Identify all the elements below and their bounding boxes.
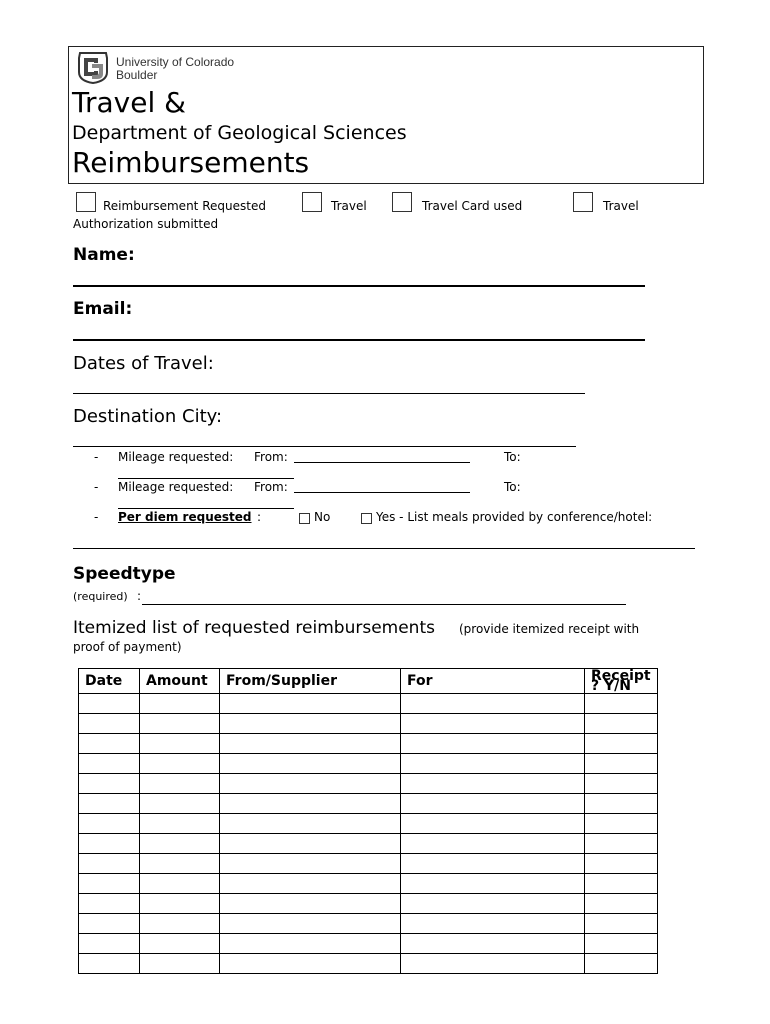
table-cell[interactable] bbox=[79, 854, 140, 874]
itemized-note-line2: proof of payment) bbox=[73, 640, 182, 654]
speedtype-required-label: (required) bbox=[73, 590, 128, 603]
mileage-label: Mileage requested: bbox=[118, 480, 234, 494]
table-cell[interactable] bbox=[79, 774, 140, 794]
speedtype-colon: : bbox=[137, 589, 142, 603]
mileage-to-label: To: bbox=[504, 480, 521, 494]
per-diem-colon: : bbox=[257, 510, 262, 524]
travel-authorization-label: Travel bbox=[603, 199, 639, 213]
travel-card-used-label: Travel Card used bbox=[422, 199, 523, 213]
column-header-receipt: Receipt ? Y/N bbox=[585, 669, 658, 694]
mileage-from-input[interactable] bbox=[294, 492, 470, 493]
table-cell[interactable] bbox=[401, 874, 585, 894]
mileage-label: Mileage requested: bbox=[118, 450, 234, 464]
table-cell[interactable] bbox=[79, 694, 140, 714]
university-line2: Boulder bbox=[116, 68, 158, 82]
table-row bbox=[79, 954, 658, 974]
table-cell[interactable] bbox=[401, 794, 585, 814]
table-cell[interactable] bbox=[140, 874, 220, 894]
table-cell[interactable] bbox=[140, 894, 220, 914]
table-cell[interactable] bbox=[140, 914, 220, 934]
table-cell[interactable] bbox=[220, 894, 401, 914]
email-label: Email: bbox=[73, 299, 133, 319]
table-cell[interactable] bbox=[585, 794, 658, 814]
table-cell[interactable] bbox=[585, 754, 658, 774]
table-cell[interactable] bbox=[585, 954, 658, 974]
table-cell[interactable] bbox=[220, 734, 401, 754]
table-cell[interactable] bbox=[220, 854, 401, 874]
table-row bbox=[79, 894, 658, 914]
table-cell[interactable] bbox=[401, 774, 585, 794]
table-cell[interactable] bbox=[220, 814, 401, 834]
table-cell[interactable] bbox=[140, 774, 220, 794]
destination-city-input[interactable] bbox=[73, 446, 576, 447]
table-cell[interactable] bbox=[401, 914, 585, 934]
table-cell[interactable] bbox=[401, 694, 585, 714]
table-cell[interactable] bbox=[79, 794, 140, 814]
speedtype-label: Speedtype bbox=[73, 564, 176, 584]
table-cell[interactable] bbox=[140, 834, 220, 854]
table-cell[interactable] bbox=[79, 734, 140, 754]
table-cell[interactable] bbox=[140, 694, 220, 714]
table-body bbox=[79, 694, 658, 974]
table-cell[interactable] bbox=[220, 694, 401, 714]
per-diem-yes-checkbox[interactable] bbox=[361, 513, 372, 524]
mileage-to-label: To: bbox=[504, 450, 521, 464]
mileage-dash: - bbox=[94, 480, 99, 494]
column-header-for: For bbox=[401, 669, 585, 694]
table-row bbox=[79, 714, 658, 734]
table-cell[interactable] bbox=[585, 814, 658, 834]
table-cell[interactable] bbox=[401, 754, 585, 774]
table-cell[interactable] bbox=[140, 934, 220, 954]
travel-authorization-checkbox[interactable] bbox=[573, 192, 593, 212]
table-cell[interactable] bbox=[401, 814, 585, 834]
table-cell[interactable] bbox=[220, 774, 401, 794]
reimbursement-table bbox=[78, 668, 658, 974]
mileage-from-label: From: bbox=[254, 480, 288, 494]
table-cell[interactable] bbox=[79, 914, 140, 934]
table-cell[interactable] bbox=[401, 714, 585, 734]
table-cell[interactable] bbox=[585, 894, 658, 914]
table-cell[interactable] bbox=[585, 834, 658, 854]
table-cell[interactable] bbox=[79, 754, 140, 774]
table-row bbox=[79, 934, 658, 954]
title-reimbursements: Reimbursements bbox=[72, 146, 310, 179]
table-cell[interactable] bbox=[140, 734, 220, 754]
table-cell[interactable] bbox=[401, 934, 585, 954]
table-cell[interactable] bbox=[220, 834, 401, 854]
table-row bbox=[79, 694, 658, 714]
table-cell[interactable] bbox=[140, 854, 220, 874]
table-cell[interactable] bbox=[401, 834, 585, 854]
title-travel: Travel & bbox=[72, 86, 186, 119]
table-row bbox=[79, 774, 658, 794]
table-cell[interactable] bbox=[79, 894, 140, 914]
column-header-date: Date bbox=[79, 669, 140, 694]
itemized-note-line1: (provide itemized receipt with bbox=[459, 622, 640, 636]
cu-logo-icon bbox=[76, 50, 110, 84]
table-cell[interactable] bbox=[220, 934, 401, 954]
university-line1: University of Colorado bbox=[116, 55, 235, 69]
table-cell[interactable] bbox=[585, 934, 658, 954]
dates-of-travel-input[interactable] bbox=[73, 393, 585, 394]
dates-of-travel-label: Dates of Travel: bbox=[73, 353, 214, 374]
table-cell[interactable] bbox=[220, 954, 401, 974]
travel-label: Travel bbox=[331, 199, 367, 213]
table-cell[interactable] bbox=[585, 914, 658, 934]
speedtype-input[interactable] bbox=[142, 604, 626, 605]
table-cell[interactable] bbox=[220, 714, 401, 734]
reimbursement-requested-label: Reimbursement Requested bbox=[103, 199, 266, 213]
table-cell[interactable] bbox=[220, 794, 401, 814]
table-row bbox=[79, 734, 658, 754]
table-cell[interactable] bbox=[79, 814, 140, 834]
per-diem-dash: - bbox=[94, 510, 99, 524]
table-cell[interactable] bbox=[79, 874, 140, 894]
table-cell[interactable] bbox=[220, 914, 401, 934]
mileage-underline bbox=[118, 508, 294, 509]
travel-card-used-checkbox[interactable] bbox=[392, 192, 412, 212]
table-cell[interactable] bbox=[585, 714, 658, 734]
table-row bbox=[79, 794, 658, 814]
per-diem-no-checkbox[interactable] bbox=[299, 513, 310, 524]
reimbursement-requested-checkbox[interactable] bbox=[76, 192, 96, 212]
destination-city-label: Destination City: bbox=[73, 406, 223, 427]
table-row bbox=[79, 814, 658, 834]
table-cell[interactable] bbox=[401, 954, 585, 974]
university-name bbox=[116, 56, 234, 82]
per-diem-no-label: No bbox=[314, 510, 331, 524]
table-cell[interactable] bbox=[585, 774, 658, 794]
itemized-heading: Itemized list of requested reimbursements bbox=[73, 618, 435, 638]
table-cell[interactable] bbox=[140, 954, 220, 974]
table-cell[interactable] bbox=[79, 714, 140, 734]
mileage-underline bbox=[118, 478, 294, 479]
name-input[interactable] bbox=[73, 285, 645, 287]
column-header-amount: Amount bbox=[140, 669, 220, 694]
name-label: Name: bbox=[73, 245, 135, 265]
table-cell[interactable] bbox=[401, 854, 585, 874]
table-cell[interactable] bbox=[585, 854, 658, 874]
department-name: Department of Geological Sciences bbox=[72, 122, 407, 144]
table-row bbox=[79, 834, 658, 854]
table-row bbox=[79, 854, 658, 874]
per-diem-yes-label: Yes - List meals provided by conference/hotel: bbox=[376, 510, 653, 524]
table-cell[interactable] bbox=[79, 934, 140, 954]
meals-provided-input[interactable] bbox=[73, 548, 695, 549]
table-row bbox=[79, 874, 658, 894]
table-cell[interactable] bbox=[79, 834, 140, 854]
mileage-from-input[interactable] bbox=[294, 462, 470, 463]
table-cell[interactable] bbox=[585, 694, 658, 714]
table-cell[interactable] bbox=[140, 814, 220, 834]
table-cell[interactable] bbox=[79, 954, 140, 974]
email-input[interactable] bbox=[73, 339, 645, 341]
mileage-from-label: From: bbox=[254, 450, 288, 464]
table-cell[interactable] bbox=[220, 754, 401, 774]
authorization-submitted-label: Authorization submitted bbox=[73, 217, 219, 231]
mileage-dash: - bbox=[94, 450, 99, 464]
table-header-row bbox=[79, 669, 658, 694]
table-cell[interactable] bbox=[140, 754, 220, 774]
table-row bbox=[79, 754, 658, 774]
table-cell[interactable] bbox=[140, 794, 220, 814]
table-cell[interactable] bbox=[401, 894, 585, 914]
table-cell[interactable] bbox=[220, 874, 401, 894]
table-row bbox=[79, 914, 658, 934]
column-header-from-supplier: From/Supplier bbox=[220, 669, 401, 694]
travel-checkbox[interactable] bbox=[302, 192, 322, 212]
per-diem-label: Per diem requested bbox=[118, 510, 252, 524]
table-cell[interactable] bbox=[401, 734, 585, 754]
table-cell[interactable] bbox=[140, 714, 220, 734]
table-cell[interactable] bbox=[585, 734, 658, 754]
table-cell[interactable] bbox=[585, 874, 658, 894]
